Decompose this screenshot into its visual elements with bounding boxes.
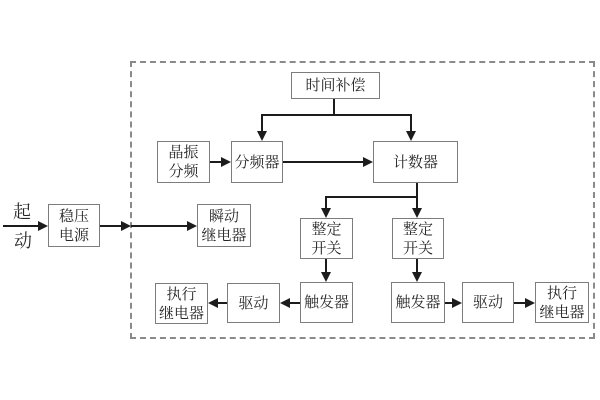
block-crystal-divider — [157, 141, 210, 183]
connector-trigger-right-to-drive-arrowhead-icon — [452, 298, 462, 308]
block-crystal-divider-line1: 晶振 — [168, 143, 199, 161]
block-instant-relay-line1: 瞬动 — [208, 206, 239, 225]
connector-power-to-boundary-arrowhead-icon — [121, 221, 131, 231]
connector-switch-left-to-trigger-arrowhead-icon — [321, 272, 331, 282]
block-crystal-divider-line2: 分频 — [168, 162, 199, 180]
block-exec-relay-right-line2: 继电器 — [539, 302, 585, 321]
connector-counter-to-switch-left-arrowhead-icon — [321, 208, 331, 218]
connector-trigger-left-to-drive-arrowhead-icon — [280, 298, 290, 308]
connector-timecomp-to-counter-arrowhead-icon — [406, 131, 416, 141]
block-trigger-left-label: 触发器 — [303, 293, 349, 311]
connector-timecomp-tee-line — [261, 114, 412, 116]
connector-timecomp-to-divider-line — [261, 114, 263, 131]
connector-drive-right-to-exec-arrowhead-icon — [525, 298, 535, 308]
block-exec-relay-left — [155, 283, 208, 324]
block-trigger-right-label: 触发器 — [395, 293, 441, 311]
start-label-line2: 动 — [14, 231, 32, 252]
connector-trigger-right-to-drive-line — [445, 302, 452, 304]
start-label-line1: 起 — [13, 202, 31, 223]
connector-drive-left-to-exec-arrowhead-icon — [208, 298, 218, 308]
connector-trigger-left-to-drive-line — [290, 302, 300, 304]
block-setting-switch-left-line2: 开关 — [311, 238, 342, 257]
block-frequency-divider-label: 分频器 — [234, 152, 280, 171]
connector-divider-to-counter-arrowhead-icon — [363, 157, 373, 167]
block-setting-switch-left — [300, 218, 353, 259]
block-voltage-regulator-line1: 稳压 — [58, 206, 89, 225]
connector-power-to-boundary-line — [100, 225, 121, 227]
block-setting-switch-right-line2: 开关 — [402, 238, 433, 257]
connector-boundary-to-instant-relay-line — [131, 225, 187, 227]
block-time-compensation-label: 时间补偿 — [305, 76, 366, 94]
block-counter-label: 计数器 — [392, 152, 438, 171]
block-exec-relay-left-line1: 执行 — [166, 284, 197, 303]
connector-counter-to-switch-right-arrowhead-icon — [412, 208, 422, 218]
block-drive-right-label: 驱动 — [472, 293, 503, 311]
block-trigger-right — [391, 282, 445, 323]
connector-timecomp-to-divider-arrowhead-icon — [257, 131, 267, 141]
connector-counter-branch-line — [325, 196, 418, 198]
block-drive-left-label: 驱动 — [238, 293, 269, 312]
connector-boundary-to-instant-relay-arrowhead-icon — [187, 221, 197, 231]
block-voltage-regulator-line2: 电源 — [58, 225, 89, 244]
block-instant-relay — [197, 204, 251, 247]
connector-switch-left-to-trigger-line — [325, 259, 327, 273]
connector-drive-left-to-exec-line — [218, 302, 227, 304]
connector-switch-right-to-trigger-arrowhead-icon — [412, 272, 422, 282]
block-time-compensation — [291, 72, 380, 99]
block-setting-switch-right-line1: 整定 — [402, 219, 433, 238]
block-trigger-left — [300, 282, 353, 323]
block-exec-relay-left-line2: 继电器 — [158, 303, 204, 322]
connector-drive-right-to-exec-line — [514, 302, 525, 304]
connector-start-to-power-line — [3, 225, 38, 227]
block-voltage-regulator — [48, 204, 100, 247]
connector-timecomp-to-counter-line — [410, 114, 412, 131]
connector-divider-to-counter-line — [283, 161, 363, 163]
connector-crystal-to-divider-arrowhead-icon — [221, 157, 231, 167]
connector-crystal-to-divider-line — [210, 161, 221, 163]
block-instant-relay-line2: 继电器 — [201, 225, 247, 244]
block-counter — [373, 141, 458, 183]
block-exec-relay-right-line1: 执行 — [546, 283, 577, 302]
connector-start-to-power-arrowhead-icon — [38, 221, 48, 231]
block-setting-switch-left-line1: 整定 — [311, 219, 342, 238]
block-frequency-divider — [231, 141, 283, 183]
connector-switch-right-to-trigger-line — [416, 259, 418, 273]
block-setting-switch-right — [392, 218, 444, 259]
block-drive-right — [462, 282, 514, 323]
block-exec-relay-right — [535, 282, 589, 323]
block-drive-left — [227, 283, 280, 323]
